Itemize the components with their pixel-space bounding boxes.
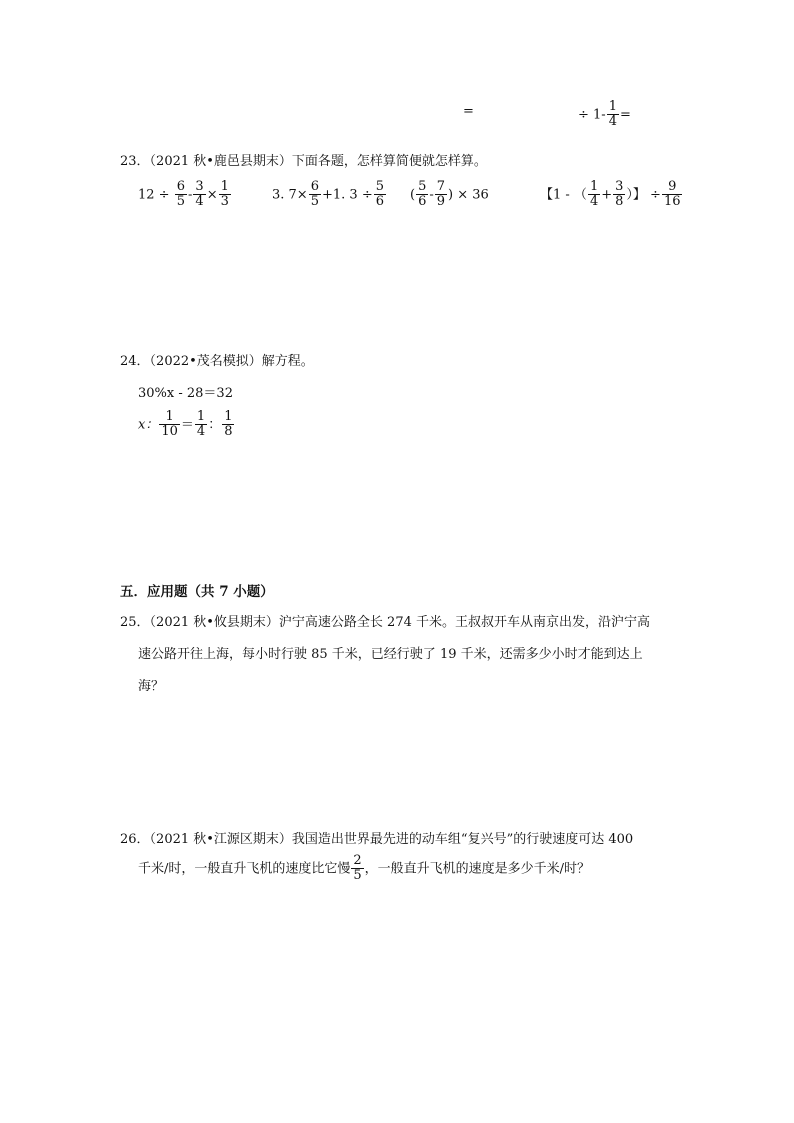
q25-line-1: 25．（2021 秋•攸县期末）沪宁高速公路全长 274 千米。王叔叔开车从南京出发，沿沪宁高 [120,615,651,630]
q25-line-2: 速公路开往上海，每小时行驶 85 千米，已经行驶了 19 千米，还需多少小时才能到达上 [138,647,643,662]
q26-fraction: $\frac{2}{5}$ [353,853,362,884]
q24-equation-2: x： $\frac{1}{10}$ ＝ $\frac{1}{4}$ ： $\frac{1}{8}$ [138,409,233,440]
q26-line-1: 26．（2021 秋•江源区期末）我国造出世界最先进的动车组“复兴号”的行驶速度可达 400 [120,832,634,847]
q23-expression-4: 【1 - （ $\frac{1}{4}$ + $\frac{3}{8}$ ）】 ÷ $\frac{9}{16}$ [540,179,681,210]
q24-label: 24．（2022•茂名模拟）解方程。 [120,354,314,369]
q23-label: 23．（2021 秋•鹿邑县期末）下面各题，怎样算简便就怎样算。 [120,154,487,169]
q23-expression-3: ( $\frac{5}{6}$ - $\frac{7}{9}$ ) × 36 [410,179,489,210]
q25-line-3: 海？ [138,679,165,694]
top-division-expression [578,100,631,130]
q23-expression-1: 12 ÷ $\frac{6}{5}$ - $\frac{3}{4}$ × $\frac{1}{3}$ [138,179,229,210]
top-fraction: $\frac{1}{4}$ [608,99,617,130]
top-equals: = [463,104,474,119]
top-divide-prefix: ÷ 1- [578,107,606,123]
q23-expression-2: 3. 7× $\frac{6}{5}$ +1. 3 ÷ $\frac{5}{6}$ [272,179,384,210]
top-equals-end: = [619,107,631,123]
q24-equation-1: 30%x - 28＝32 [138,386,233,401]
q26-line-2: 千米/时，一般直升飞机的速度比它慢 $\frac{2}{5}$ ，一般直升飞机的速度是多少千米/时？ [138,853,591,884]
section-5-title: 五．应用题（共 7 小题） [120,584,274,600]
